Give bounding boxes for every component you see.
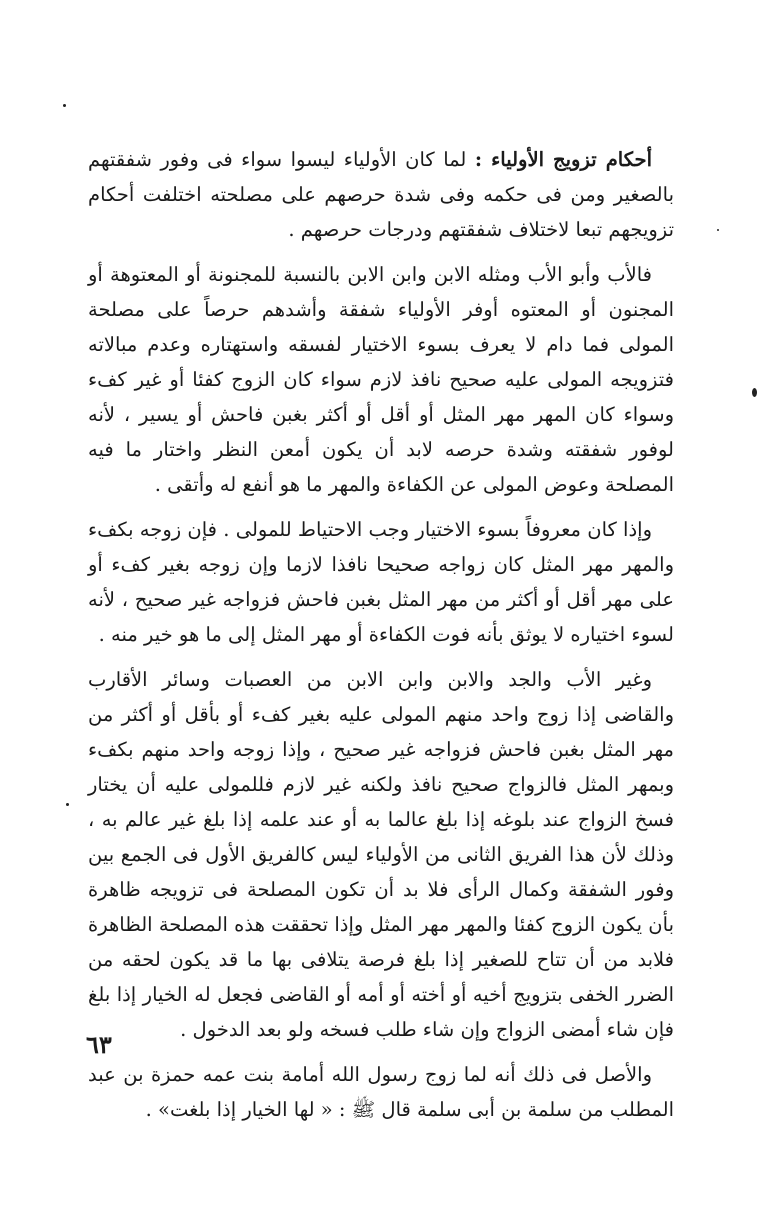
section-heading: أحكام تزويج الأولياء :: [474, 148, 652, 171]
paragraph: [88, 662, 674, 1047]
print-speck: [66, 803, 69, 806]
print-speck: [63, 104, 66, 107]
paragraph-text: فالأب وأبو الأب ومثله الابن وابن الابن بالنسبة للمجنونة أو المعتوهة أو المجنون أو المعتوه أوفر الأولياء شفقة وأشدهم حرصاً على مصلحة المولى فما دام لا يعرف بسوء الاختيار لفسقه واستهتاره وعدم مبالاته فتزويجه المولى عليه صحيح نافذ لازم سواء كان الزوج كفئا أو غير كفء وسواء كان المهر مهر المثل أو أقل أو أكثر بغبن فاحش أو يسير ، لأنه لوفور شفقته وشدة حرصه لابد أن يكون أمعن النظر واختار ما فيه المصلحة وعوض المولى عن الكفاءة والمهر ما هو أنفع له وأتقى .: [88, 263, 674, 496]
paragraph-text: لما كان الأولياء ليسوا سواء فى وفور شفقتهم بالصغير ومن فى حكمه وفى شدة حرصهم على مصلحته اختلفت أحكام تزويجهم تبعا لاختلاف شفقتهم ودرجات حرصهم .: [88, 148, 674, 241]
print-speck: [717, 229, 719, 231]
paragraph: [88, 257, 674, 502]
paragraph: [88, 1057, 674, 1127]
paragraph-text: وغير الأب والجد والابن وابن الابن من العصبات وسائر الأقارب والقاضى إذا زوج واحد منهم المولى عليه بغير كفء أو بأقل أو أكثر من مهر المثل بغبن فاحش فزواجه غير صحيح ، وإذا زوجه واحد منهم بكفء وبمهر المثل فالزواج صحيح نافذ ولكنه غير لازم فللمولى عليه أن يختار فسخ الزواج عند بلوغه إذا بلغ عالما به أو عند علمه إذا بلغ غير عالم به ، وذلك لأن هذا الفريق الثانى من الأولياء ليس كالفريق الأول فى الجمع بين وفور الشفقة وكمال الرأى فلا بد أن تكون المصلحة فى تزويجه ظاهرة بأن يكون الزوج كفئا والمهر مهر المثل وإذا تحققت هذه المصلحة الظاهرة فلابد من أن تتاح للصغير إذا بلغ فرصة يتلافى بها ما قد يكون لحقه من الضرر الخفى بتزويج أخيه أو أخته أو أمه أو القاضى فجعل له الخيار إذا بلغ فإن شاء أمضى الزواج وإن شاء طلب فسخه ولو بعد الدخول .: [88, 668, 674, 1041]
paragraph-text: وإذا كان معروفاً بسوء الاختيار وجب الاحتياط للمولى . فإن زوجه بكفء والمهر مهر المثل كان زواجه صحيحا نافذا لازما وإن زوجه بغير كفء أو على مهر أقل أو أكثر من مهر المثل بغبن فاحش فزواجه غير صحيح ، لأنه لسوء اختياره لا يوثق بأنه فوت الكفاءة أو مهر المثل إلى ما هو خير منه .: [88, 518, 674, 646]
print-speck: [752, 388, 757, 397]
page-number: ٦٣: [86, 1030, 112, 1059]
paragraph: [88, 142, 674, 247]
paragraph: [88, 512, 674, 652]
main-text: [88, 142, 674, 1137]
paragraph-text: والأصل فى ذلك أنه لما زوج رسول الله أمامة بنت عمه حمزة بن عبد المطلب من سلمة بن أبى سلمة قال ﷺ : « لها الخيار إذا بلغت» .: [88, 1063, 674, 1121]
